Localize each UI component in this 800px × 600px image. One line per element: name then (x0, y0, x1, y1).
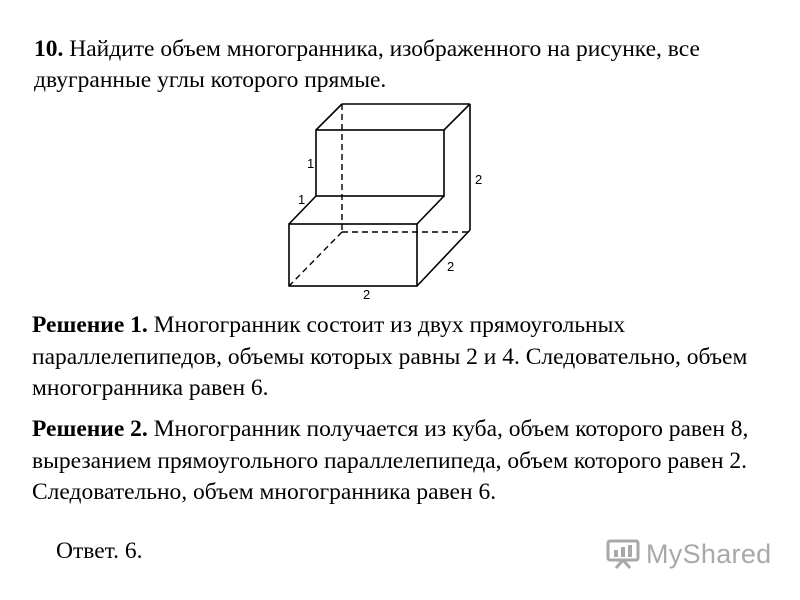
polyhedron-figure (280, 100, 500, 310)
answer: Ответ. 6. (56, 538, 143, 564)
upper-front-face (316, 130, 444, 196)
presentation-board-icon (606, 538, 640, 570)
problem-text: Найдите объем многогранника, изображенного на рисунке, все двугранные углы которого прямые. (34, 36, 700, 93)
problem-number: 10. (34, 36, 64, 62)
label-depth: 2 (447, 259, 455, 274)
hidden-left-bottom-edge (289, 232, 342, 286)
step-right-edge (417, 196, 444, 224)
polyhedron-drawing (280, 100, 500, 310)
label-width: 2 (363, 287, 371, 302)
solution-1-text: Многогранник состоит из двух прямоугольных параллелепипедов, объемы которых равны 2 и 4. Следовательно, объем многогранника равен 6. (32, 312, 748, 401)
solution-2 (32, 414, 777, 509)
upper-top-left-edge (316, 104, 342, 130)
watermark-text: MyShared (646, 538, 772, 569)
watermark (606, 534, 771, 574)
lower-front-face (289, 224, 417, 286)
lower-right-bottom-edge (417, 230, 470, 286)
label-upper-height: 1 (307, 156, 315, 171)
solution-2-heading: Решение 2. (32, 416, 148, 442)
solution-1 (32, 310, 777, 405)
upper-top-right-edge (444, 104, 470, 130)
label-right-height: 2 (475, 172, 483, 187)
problem-statement (34, 34, 779, 96)
label-lower-height: 1 (298, 192, 306, 207)
solution-1-heading: Решение 1. (32, 312, 148, 338)
solution-2-text: Многогранник получается из куба, объем которого равен 8, вырезанием прямоугольного параллелепипеда, объем которого равен 2. Следовательно, объем многогранника равен 6. (32, 416, 749, 505)
